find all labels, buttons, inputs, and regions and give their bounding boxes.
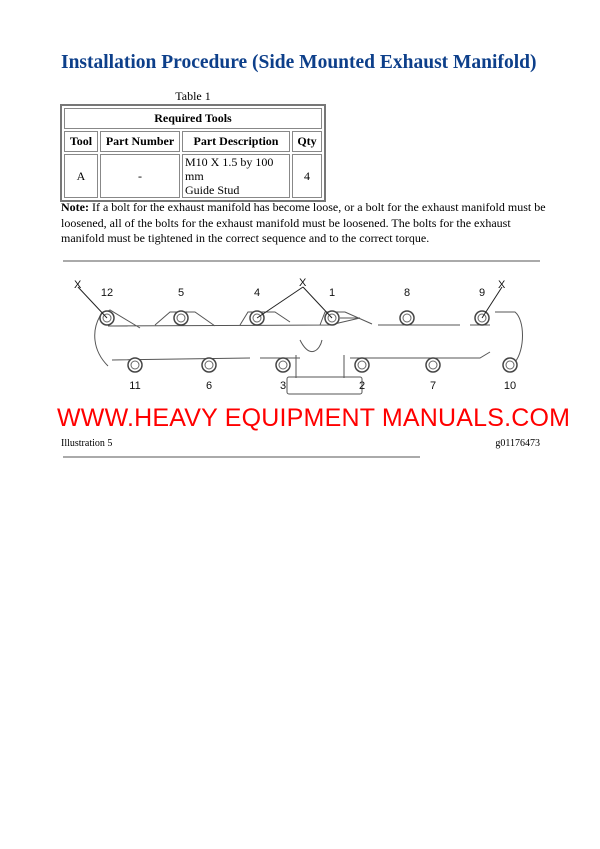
x-label: X: [299, 277, 307, 289]
bolt-icon: [426, 358, 440, 372]
note-text: If a bolt for the exhaust manifold has become loose, or a bolt for the exhaust manifold must be loosened, all of the bolts for the exhaust manifold must be loosened. The bolts for the exhaust manifold must be tightened in the correct sequence and to the correct torque.: [61, 200, 546, 245]
desc-line: Guide Stud: [185, 183, 240, 197]
bolt-icon: [355, 358, 369, 372]
col-part-number: Part Number: [100, 131, 180, 152]
bolt-sequence-label: 10: [503, 380, 517, 392]
bolt-sequence-label: 12: [100, 287, 114, 299]
table-caption: Table 1: [175, 89, 211, 103]
bolt-sequence-label: 4: [253, 287, 261, 299]
bolt-sequence-label: 1: [328, 287, 336, 299]
bolt-sequence-label: 7: [429, 380, 437, 392]
bolt-sequence-label: 5: [177, 287, 185, 299]
bolt-sequence-label: 9: [478, 287, 486, 299]
watermark: WWW.HEAVY EQUIPMENT MANUALS.COM: [57, 404, 571, 432]
x-label: X: [74, 279, 82, 291]
bolt-icon: [276, 358, 290, 372]
bolt-icon: [128, 358, 142, 372]
graphic-id: g01176473: [495, 438, 540, 449]
bolt-group: [100, 311, 517, 372]
x-label: X: [498, 279, 506, 291]
illustration-caption: Illustration 5: [61, 438, 113, 449]
divider-bottom: [63, 456, 420, 458]
bolt-sequence-label: 3: [279, 380, 287, 392]
bolt-icon: [503, 358, 517, 372]
bolt-sequence-label: 6: [205, 380, 213, 392]
cell-tool: A: [64, 154, 98, 198]
col-qty: Qty: [292, 131, 322, 152]
bolt-sequence-label: 2: [358, 380, 366, 392]
col-tool: Tool: [64, 131, 98, 152]
note-label: Note:: [61, 200, 89, 214]
bolt-icon: [202, 358, 216, 372]
desc-line: M10 X 1.5 by 100 mm: [185, 155, 274, 183]
bolt-icon: [400, 311, 414, 325]
bolt-sequence-label: 11: [129, 380, 141, 392]
table-heading: Required Tools: [64, 108, 322, 129]
cell-part-number: -: [100, 154, 180, 198]
col-part-description: Part Description: [182, 131, 290, 152]
cell-qty: 4: [292, 154, 322, 198]
bolt-sequence-label: 8: [403, 287, 411, 299]
bolt-icon: [174, 311, 188, 325]
page-title: Installation Procedure (Side Mounted Exhaust Manifold): [61, 52, 537, 73]
